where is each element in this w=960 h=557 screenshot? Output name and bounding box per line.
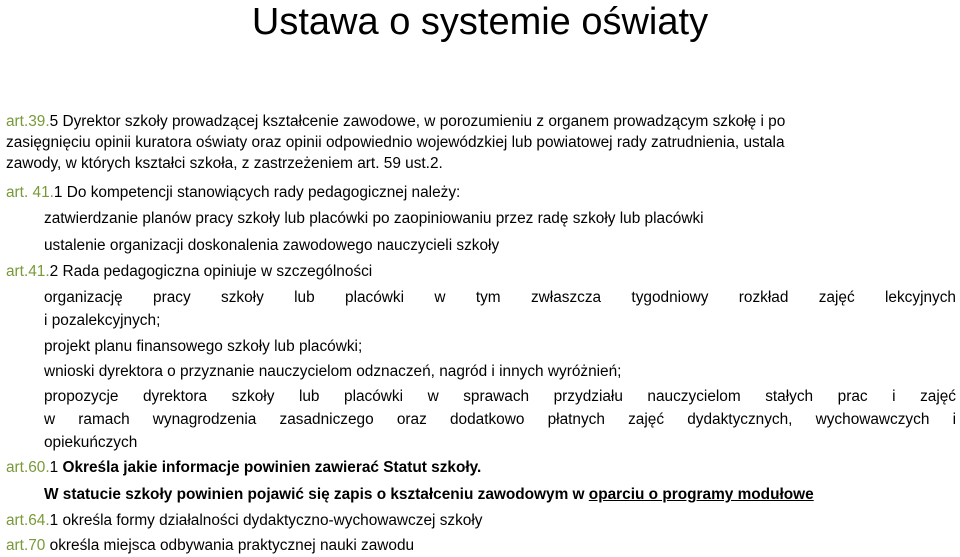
list-item-line: organizację pracy szkoły lub placówki w tym zwłaszcza tygodniowy rozkład zajęć lekcyjnych: [44, 289, 956, 306]
art-64-1-paragraph: [6, 510, 952, 531]
article-ref-number: 1: [49, 512, 59, 529]
statute-note-text: W statucie szkoły powinien pojawić się zapis o kształceniu zawodowym w: [44, 486, 589, 503]
list-item-line: w ramach wynagrodzenia zasadniczego oraz dodatkowo płatnych zajęć dydaktycznych, wychowawczych i: [44, 411, 956, 428]
article-ref: art.60.: [6, 459, 50, 476]
paragraph-line: zasięgnięciu opinii kuratora oświaty oraz opinii odpowiednio wojewódzkiej lub powiatowej rady zatrudnienia, ustala: [6, 134, 785, 151]
article-ref: art.41.: [6, 263, 50, 280]
article-ref: art.39.: [6, 113, 50, 130]
article-ref: art.70: [6, 537, 46, 554]
list-item: projekt planu finansowego szkoły lub placówki;: [44, 338, 363, 355]
article-text: określa formy działalności dydaktyczno-wychowawczej szkoły: [58, 512, 483, 529]
article-text: Rada pedagogiczna opiniuje w szczególności: [58, 263, 373, 280]
article-text: Określa jakie informacje powinien zawierać Statut szkoły.: [58, 459, 482, 476]
article-ref: art. 41.: [6, 184, 54, 201]
article-ref-number: 1: [49, 459, 59, 476]
article-text: określa miejsca odbywania praktycznej nauki zawodu: [45, 537, 415, 554]
article-ref-number: 5: [49, 113, 59, 130]
art-41-2-heading: [6, 261, 952, 282]
list-item: zatwierdzanie planów pracy szkoły lub placówki po zaopiniowaniu przez radę szkoły lub placówki: [44, 210, 704, 227]
article-ref-number: 1: [53, 184, 63, 201]
page-title: Ustawa o systemie oświaty: [251, 1, 709, 43]
list-item-line: opiekuńczych: [44, 434, 138, 451]
article-text: Do kompetencji stanowiących rady pedagogicznej należy:: [62, 184, 461, 201]
list-item-line: i pozalekcyjnych;: [44, 312, 161, 329]
article-ref-number: 2: [49, 263, 59, 280]
list-item: wnioski dyrektora o przyznanie nauczycielom odznaczeń, nagród i innych wyróżnień;: [44, 363, 622, 380]
art-70-paragraph: [6, 535, 952, 556]
art-41-1-heading: [6, 182, 952, 203]
article-ref: art.64.: [6, 512, 50, 529]
paragraph-line: zawody, w których kształci szkoła, z zastrzeżeniem art. 59 ust.2.: [6, 155, 443, 172]
list-item: ustalenie organizacji doskonalenia zawodowego nauczycieli szkoły: [44, 237, 500, 254]
statute-note-underlined: oparciu o programy modułowe: [588, 486, 814, 503]
art-39-5-paragraph: [6, 111, 952, 174]
art-60-1-heading: [6, 457, 952, 478]
list-item-line: propozycje dyrektora szkoły lub placówki w sprawach przydziału nauczycielom stałych prac i zajęć: [44, 388, 956, 405]
statute-note: [44, 484, 956, 505]
paragraph-line: Dyrektor szkoły prowadzącej kształcenie zawodowe, w porozumieniu z organem prowadzącym szkołę i po: [58, 113, 786, 130]
